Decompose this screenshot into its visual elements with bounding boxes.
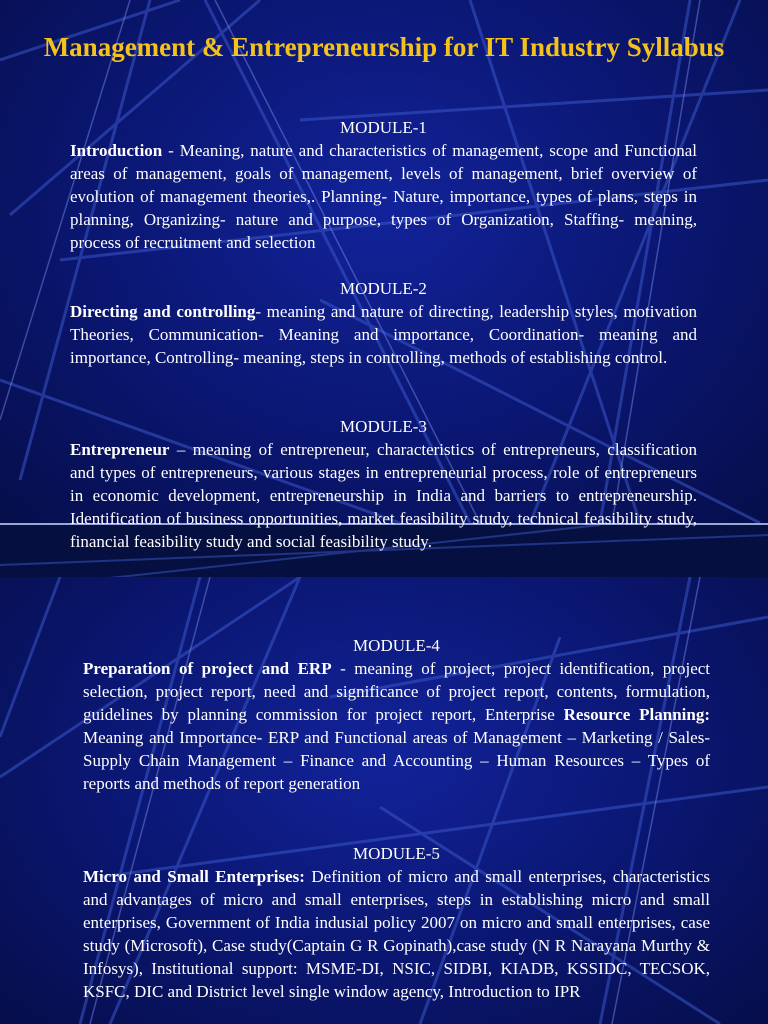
module-text: – meaning of entrepreneur, characteristics of entrepreneurs, classification and types of entrepreneurs, various stages in entrepreneurial process, role of entrepreneurs in economic development, entrepreneurship in India and barriers to entrepreneurship. Identification of business opportunities, market feasibility study, technical feasibility study, financial feasibility study and social feasibility study. [70, 440, 697, 551]
module-text: - meaning and nature of directing, leadership styles, motivation Theories, Communication- Meaning and importance, Coordination- meaning and importance, Controlling- meaning, steps in controlling, methods of establishing control. [70, 302, 697, 367]
module-5 [83, 842, 710, 1003]
module-text-2: Meaning and Importance- ERP and Functional areas of Management – Marketing / Sales- Supply Chain Management – Finance and Accounting – Human Resources – Types of reports and methods of report generation [83, 728, 710, 793]
module-heading: MODULE-4 [353, 636, 440, 655]
module-heading: MODULE-1 [340, 118, 427, 137]
module-body [83, 865, 710, 1003]
module-4 [83, 634, 710, 795]
module-body [70, 438, 697, 553]
module-2 [70, 277, 697, 369]
module-text: - Meaning, nature and characteristics of management, scope and Functional areas of management, goals of management, levels of management, brief overview of evolution of management theories,. Planning- Nature, importance, types of plans, steps in planning, Organizing- nature and purpose, types of Organization, Staffing- meaning, process of recruitment and selection [70, 141, 697, 252]
page-title: Management & Entrepreneurship for IT Industry Syllabus [43, 32, 725, 62]
module-text: - meaning of project, project identification, project selection, project report, need and significance of project report, contents, formulation, guidelines by planning commission for project report, Enterprise [83, 659, 711, 724]
module-3 [70, 415, 697, 553]
module-lead: Entrepreneur [70, 440, 170, 459]
module-lead: Preparation of project and ERP [83, 659, 332, 678]
module-1 [70, 116, 697, 254]
module-heading: MODULE-3 [340, 417, 427, 436]
module-body [70, 139, 697, 254]
module-heading: MODULE-2 [340, 279, 427, 298]
module-lead-2: Resource Planning: [563, 705, 710, 724]
module-body [83, 657, 710, 795]
module-heading: MODULE-5 [353, 844, 440, 863]
module-text: Definition of micro and small enterprises, characteristics and advantages of micro and small enterprises, steps in establishing micro and small enterprises, Government of India indusial policy 2007 on micro and small enterprises, case study (Microsoft), Case study(Captain G R Gopinath),case study (N R Narayana Murthy & Infosys), Institutional support: MSME-DI, NSIC, SIDBI, KIADB, KSSIDC, TECSOK, KSFC, DIC and District level single window agency, Introduction to IPR [83, 867, 711, 1001]
module-lead: Introduction [70, 141, 163, 160]
module-lead: Micro and Small Enterprises: [83, 867, 305, 886]
module-body [70, 300, 697, 369]
module-lead: Directing and controlling [70, 302, 256, 321]
